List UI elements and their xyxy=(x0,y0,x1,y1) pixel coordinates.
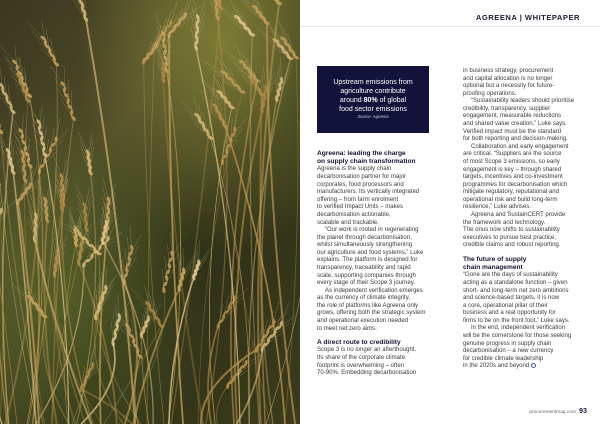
text-line: mitigate regulatory, reputational and xyxy=(463,189,560,196)
text-line: will be the cornerstone for those seeking xyxy=(463,332,572,339)
text-line: In the end, independent verification xyxy=(471,325,566,332)
end-of-article-icon xyxy=(531,363,536,368)
text-line: Verified impact must be the standard xyxy=(463,128,562,135)
text-line: proofing operations. xyxy=(463,90,517,97)
text-line: grows, offering both the strategic system xyxy=(317,310,426,317)
text-line: Collaboration and early engagement xyxy=(471,143,569,150)
text-line: whilst simultaneously strengthening xyxy=(317,242,413,249)
text-line: in business strategy, procurement xyxy=(463,68,554,74)
text-line: for credible climate leadership xyxy=(463,355,544,362)
article-column-right xyxy=(463,68,586,371)
footer-site: procurementmag.com xyxy=(529,410,576,415)
text-line: a core, operational pillar of their xyxy=(463,302,548,309)
text-line: offering – from farm enrolment xyxy=(317,196,399,203)
section-heading: The future of supply chain management xyxy=(463,255,527,272)
text-line: programmes for decarbonisation which xyxy=(463,181,568,188)
text-line: decarbonisation partner for major xyxy=(317,174,407,181)
text-line: operational risk and build long-term xyxy=(463,196,558,203)
text-line: decarbonisation – a new currency xyxy=(463,348,554,355)
text-line: of most Scope 3 emissions, so early xyxy=(463,158,560,165)
text-line: transparency, traceability and rapid xyxy=(317,264,411,271)
text-line: Agreena is the supply chain xyxy=(317,166,392,173)
text-line: our agriculture and food systems,” Luke xyxy=(317,249,424,256)
page-header: AGREENA | WHITEPAPER xyxy=(475,13,580,22)
paragraph xyxy=(463,98,586,143)
text-line: “Sustainability leaders should prioritise xyxy=(471,98,575,105)
callout-line: food sector emissions xyxy=(339,106,407,114)
text-line: targets, incentives and co-investment xyxy=(463,174,563,181)
text-line: Agreena and SustainCERT provide xyxy=(471,211,566,218)
text-line: corporates, food processors and xyxy=(317,181,404,188)
text-line: scale, supporting companies through xyxy=(317,272,416,279)
text-line: explains. The platform is designed for xyxy=(317,257,418,264)
callout-line: agriculture contribute xyxy=(340,88,406,96)
text-line: and shared value creation,” Luke says. xyxy=(463,121,567,128)
callout-source: Source: Agreena xyxy=(357,114,389,119)
section-heading: Agreena: leading the charge on supply chain transformation xyxy=(317,150,416,166)
paragraph xyxy=(463,68,586,98)
text-line: credible claims and robust reporting. xyxy=(463,242,561,249)
text-line: for both reporting and decision-making. xyxy=(463,136,568,143)
text-line: engagement is key – through shared xyxy=(463,166,562,173)
text-line: business and a real opportunity for xyxy=(463,310,556,317)
text-line: as the currency of climate integrity, xyxy=(317,295,410,302)
text-line: credibility, transparency, supplier xyxy=(463,105,551,112)
paragraph xyxy=(317,288,436,333)
paragraph xyxy=(463,325,586,371)
text-line: and capital allocation is no longer xyxy=(463,75,553,82)
text-line: the role of platforms like Agreena only xyxy=(317,302,419,309)
callout-text xyxy=(323,78,423,114)
header-divider xyxy=(300,26,600,27)
text-line: executives to pursue best practice, xyxy=(463,234,557,241)
callout-line: Upstream emissions from xyxy=(333,79,413,86)
text-line: “Our work is rooted in regenerating xyxy=(325,227,419,234)
text-line: footprint is overwhelming – often xyxy=(317,362,405,369)
text-line: optional but a necessity for future- xyxy=(463,83,555,90)
text-line: resilience,” Luke advises. xyxy=(463,204,531,211)
text-line: genuine progress in supply chain xyxy=(463,340,552,347)
text-line: the framework and technology. xyxy=(463,219,546,226)
text-line: short- and long-term net zero ambitions xyxy=(463,287,569,294)
text-line: in the 2020s and beyond xyxy=(463,363,530,370)
text-line: decarbonisation actionable, xyxy=(317,211,391,218)
text-line: and operational execution needed xyxy=(317,318,409,325)
callout-line: around xyxy=(339,97,364,105)
paragraph xyxy=(463,272,586,325)
article-column-left xyxy=(317,150,436,378)
page-footer xyxy=(529,406,587,415)
paragraph xyxy=(463,212,586,250)
text-line: Scope 3 is no longer an afterthought. xyxy=(317,347,417,354)
text-line: and science-based targets, it is now xyxy=(463,295,560,302)
paragraph xyxy=(317,227,436,288)
text-line: Its share of the corporate climate xyxy=(317,355,406,361)
text-line: As independent verification emerges xyxy=(325,287,423,294)
text-line: to meet net zero aims. xyxy=(317,325,377,332)
text-line: The onus now shifts to sustainability xyxy=(463,227,560,234)
page-number: 93 xyxy=(579,406,587,415)
text-line: “Gone are the days of sustainability xyxy=(463,272,558,279)
text-line: firms to be on the front foot,” Luke says. xyxy=(463,317,570,324)
section-heading: A direct route to credibility xyxy=(317,339,401,347)
statistic-callout xyxy=(317,66,429,133)
paragraph xyxy=(463,144,586,212)
text-line: engagement, measurable reductions xyxy=(463,113,562,120)
text-line: acting as a standalone function – given xyxy=(463,279,568,286)
callout-line: of global xyxy=(377,97,407,105)
article-page xyxy=(300,0,600,424)
callout-stat: 80% xyxy=(363,97,378,105)
text-line: manufacturers. Its vertically integrated xyxy=(317,189,420,196)
text-line: to verified Impact Units – makes xyxy=(317,204,404,211)
paragraph xyxy=(317,166,436,227)
text-line: scalable and trackable. xyxy=(317,219,379,226)
paragraph xyxy=(317,347,436,377)
text-line: every stage of their Scope 3 journey. xyxy=(317,280,416,287)
text-line: 70-90%. Embedding decarbonisation xyxy=(317,370,417,377)
text-line: are critical. “Suppliers are the source xyxy=(463,151,562,158)
text-line: the planet through decarbonisation, xyxy=(317,234,412,241)
